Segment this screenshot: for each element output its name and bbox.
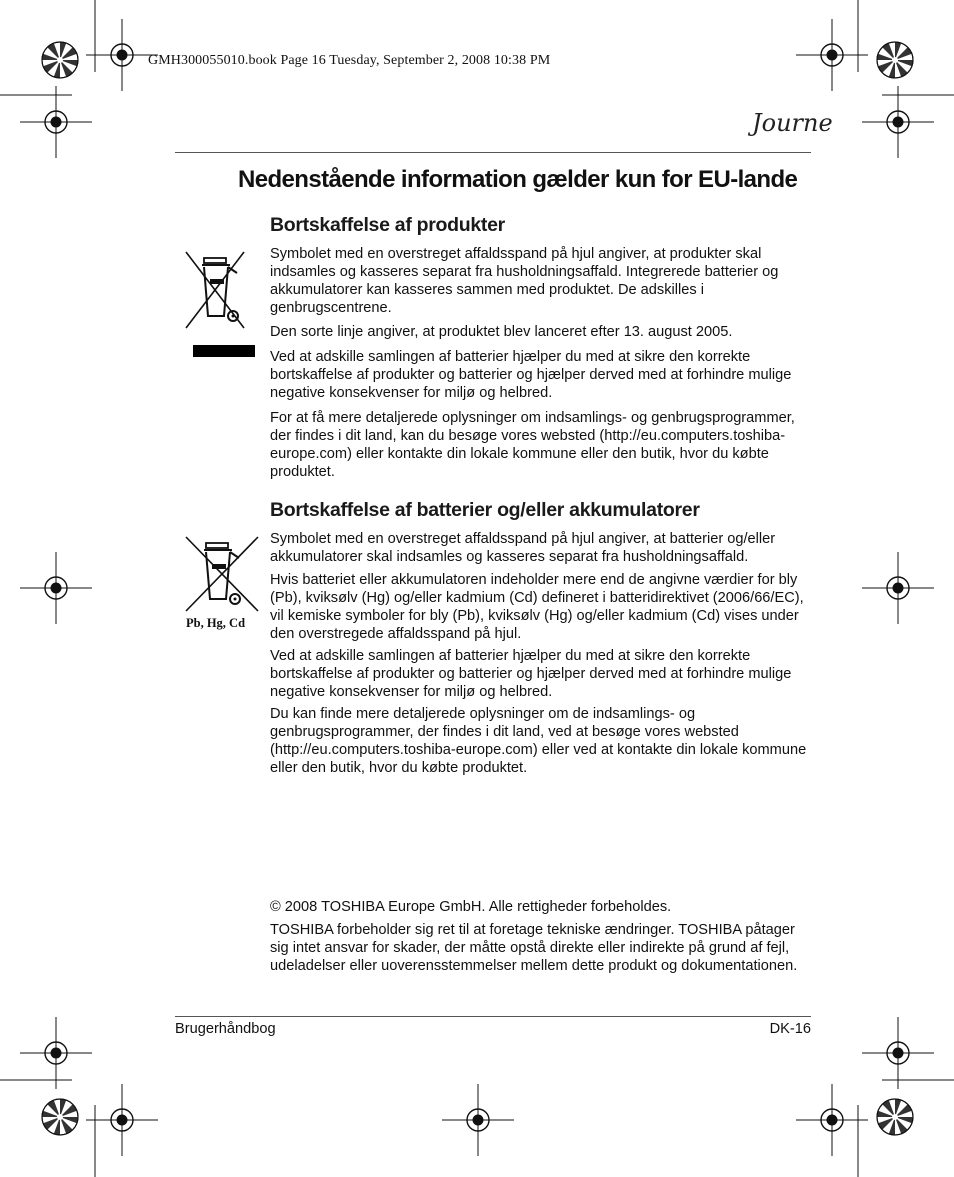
black-bar-marker xyxy=(193,345,255,357)
battery-symbol-caption: Pb, Hg, Cd xyxy=(186,616,246,630)
section1-paragraph-4: For at få mere detaljerede oplysninger om indsamlings- og genbrugsprogrammer, der findes i dit land, kan du besøge vores websted (http://eu.computers.toshiba-europe.com) eller kontakte din lokale kommune eller den butik, hvor du købte produktet. xyxy=(270,410,795,480)
section1-paragraph-1: Symbolet med en overstreget affaldsspand på hjul angiver, at produkter skal indsamles og kasseres separat fra husholdningsaffald. Integrerede batterier og akkumulatorer kan kasseres sammen med produktet. De adskilles i genbrugscentrene. xyxy=(270,246,779,316)
footer-manual-name: Brugerhåndbog xyxy=(175,1021,276,1037)
crossed-out-wheelie-bin-icon xyxy=(184,535,264,615)
footer-rule xyxy=(175,1016,811,1017)
disclaimer-text: TOSHIBA forbeholder sig ret til at foretage tekniske ændringer. TOSHIBA påtager sig intet ansvar for skader, der måtte opstå direkte eller indirekte på grund af fejl, udeladelser eller uoverensstemmelser mellem dette produkt og dokumentationen. xyxy=(270,922,798,974)
section2-paragraph-2: Hvis batteriet eller akkumulatoren indeholder mere end de angivne værdier for bly (Pb), kviksølv (Hg) og/eller kadmium (Cd) defineret i batteridirektivet (2006/66/EC), vil kemiske symboler for bly (Pb), kviksølv (Hg) og/eller kadmium (Cd) vises under den overstregede affaldsspand på hjul. xyxy=(270,572,804,642)
section2-paragraph-4: Du kan finde mere detaljerede oplysninger om de indsamlings- og genbrugsprogrammer, der findes i dit land, ved at besøge vores websted (http://eu.computers.toshiba-europe.com) eller ved at kontakte din lokale kommune eller den butik, hvor du købte produktet. xyxy=(270,706,807,776)
crossed-out-wheelie-bin-icon xyxy=(184,250,264,330)
header-rule xyxy=(175,152,811,153)
page-title: Nedenstående information gælder kun for EU-lande xyxy=(238,166,798,193)
print-header: GMH300055010.book Page 16 Tuesday, September 2, 2008 10:38 PM xyxy=(148,53,551,68)
section2-paragraph-1: Symbolet med en overstreget affaldsspand på hjul angiver, at batterier og/eller akkumulatorer skal indsamles og kasseres separat fra husholdningsaffald. xyxy=(270,531,776,565)
section1-paragraph-2: Den sorte linje angiver, at produktet blev lanceret efter 13. august 2005. xyxy=(270,324,733,340)
brand-logo: Journe xyxy=(752,109,833,137)
section-heading-products: Bortskaffelse af produkter xyxy=(270,214,505,236)
section2-paragraph-3: Ved at adskille samlingen af batterier hjælper du med at sikre den korrekte bortskaffelse af produkter og batterier og hjælper derved med at forhindre mulige negative konsekvenser for miljø og helbred. xyxy=(270,648,792,700)
section1-paragraph-3: Ved at adskille samlingen af batterier hjælper du med at sikre den korrekte bortskaffelse af produkter og batterier og hjælper derved med at forhindre mulige negative konsekvenser for miljø og helbred. xyxy=(270,349,792,401)
page-number: DK-16 xyxy=(769,1021,811,1037)
copyright-notice: © 2008 TOSHIBA Europe GmbH. Alle rettigheder forbeholdes. xyxy=(270,899,672,915)
section-heading-batteries: Bortskaffelse af batterier og/eller akkumulatorer xyxy=(270,499,700,521)
